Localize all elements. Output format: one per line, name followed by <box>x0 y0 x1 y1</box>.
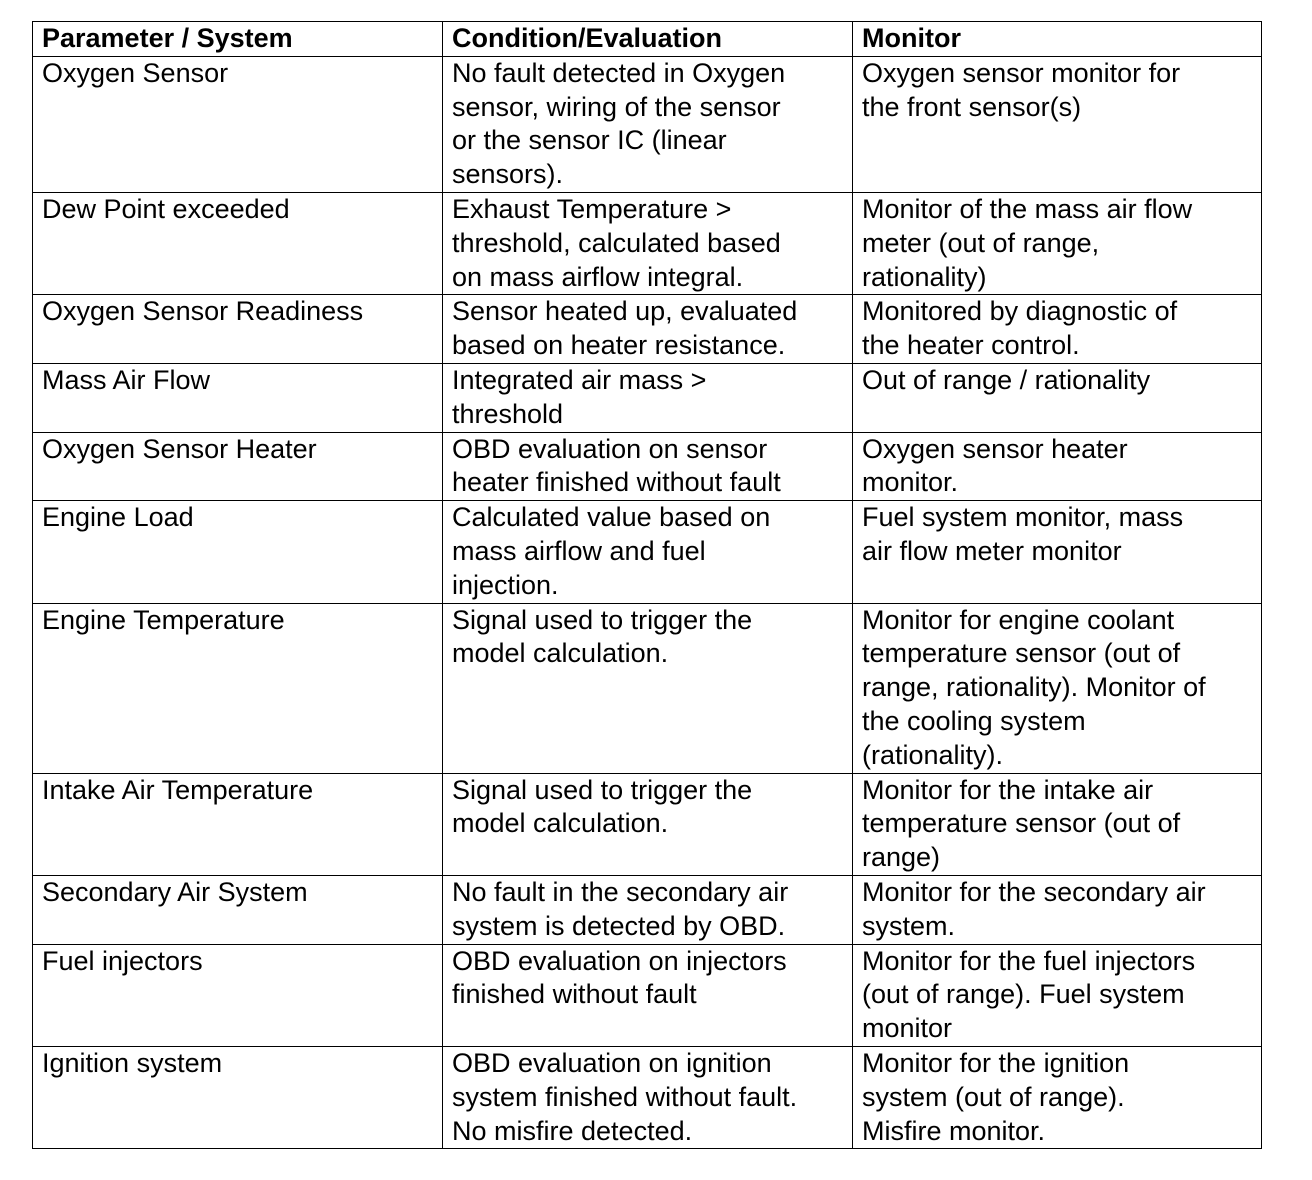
cell-parameter: Dew Point exceeded <box>33 192 443 294</box>
cell-monitor: Monitored by diagnostic of the heater control. <box>853 295 1262 364</box>
cell-monitor: Monitor for the secondary air system. <box>853 875 1262 944</box>
table-row <box>33 363 1262 432</box>
cell-condition: Signal used to trigger the model calculation. <box>443 773 853 875</box>
cell-condition: Exhaust Temperature > threshold, calculated based on mass airflow integral. <box>443 192 853 294</box>
cell-monitor: Monitor for the ignition system (out of range). Misfire monitor. <box>853 1046 1262 1148</box>
table-row <box>33 773 1262 875</box>
cell-parameter: Oxygen Sensor Readiness <box>33 295 443 364</box>
cell-condition: Sensor heated up, evaluated based on heater resistance. <box>443 295 853 364</box>
cell-monitor: Oxygen sensor monitor for the front sensor(s) <box>853 56 1262 192</box>
cell-monitor: Oxygen sensor heater monitor. <box>853 432 1262 501</box>
monitor-conditions-table <box>32 21 1262 1149</box>
table-row <box>33 192 1262 294</box>
header-parameter-system: Parameter / System <box>33 22 443 57</box>
table-row <box>33 603 1262 773</box>
table-row <box>33 501 1262 603</box>
table-row <box>33 432 1262 501</box>
cell-condition: No fault detected in Oxygen sensor, wiring of the sensor or the sensor IC (linear sensors). <box>443 56 853 192</box>
cell-condition: Calculated value based on mass airflow and fuel injection. <box>443 501 853 603</box>
cell-monitor: Monitor for the intake air temperature sensor (out of range) <box>853 773 1262 875</box>
header-condition-evaluation: Condition/Evaluation <box>443 22 853 57</box>
table-header-row <box>33 22 1262 57</box>
cell-monitor: Monitor of the mass air flow meter (out of range, rationality) <box>853 192 1262 294</box>
cell-monitor: Monitor for engine coolant temperature sensor (out of range, rationality). Monitor of the cooling system (rationality). <box>853 603 1262 773</box>
cell-monitor: Fuel system monitor, mass air flow meter monitor <box>853 501 1262 603</box>
table-row <box>33 1046 1262 1148</box>
cell-monitor: Monitor for the fuel injectors (out of range). Fuel system monitor <box>853 944 1262 1046</box>
cell-parameter: Oxygen Sensor Heater <box>33 432 443 501</box>
table-row <box>33 56 1262 192</box>
cell-parameter: Oxygen Sensor <box>33 56 443 192</box>
cell-condition: No fault in the secondary air system is detected by OBD. <box>443 875 853 944</box>
table-row <box>33 875 1262 944</box>
cell-parameter: Intake Air Temperature <box>33 773 443 875</box>
table-row <box>33 944 1262 1046</box>
cell-condition: Integrated air mass > threshold <box>443 363 853 432</box>
cell-parameter: Secondary Air System <box>33 875 443 944</box>
cell-monitor: Out of range / rationality <box>853 363 1262 432</box>
cell-condition: OBD evaluation on sensor heater finished without fault <box>443 432 853 501</box>
table-row <box>33 295 1262 364</box>
cell-condition: OBD evaluation on ignition system finished without fault. No misfire detected. <box>443 1046 853 1148</box>
cell-parameter: Engine Load <box>33 501 443 603</box>
cell-condition: OBD evaluation on injectors finished without fault <box>443 944 853 1046</box>
cell-parameter: Mass Air Flow <box>33 363 443 432</box>
cell-parameter: Fuel injectors <box>33 944 443 1046</box>
cell-condition: Signal used to trigger the model calculation. <box>443 603 853 773</box>
cell-parameter: Engine Temperature <box>33 603 443 773</box>
header-monitor: Monitor <box>853 22 1262 57</box>
cell-parameter: Ignition system <box>33 1046 443 1148</box>
